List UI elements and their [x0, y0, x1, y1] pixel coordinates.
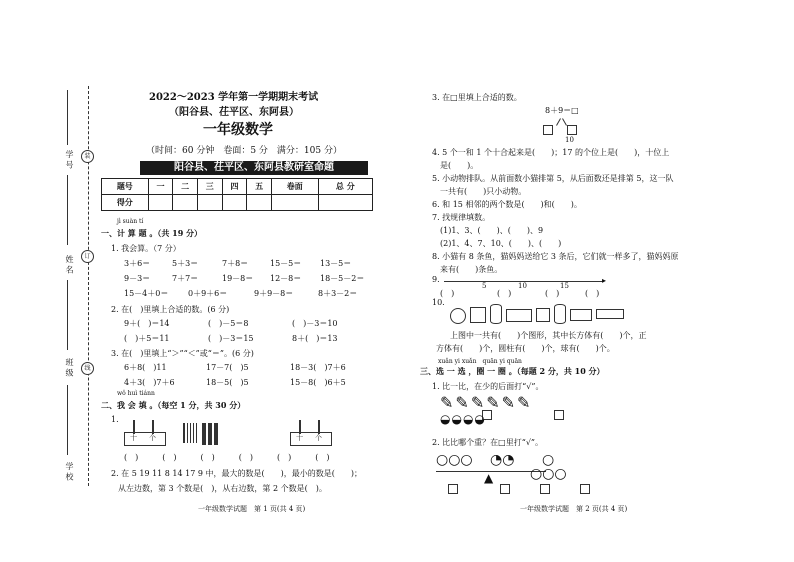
question-5-line2: 一共有( )只小动物。	[440, 187, 527, 196]
side-label-class: 班 级	[65, 358, 74, 377]
section-1-title: 一、计 算 题 。（共 19 分）	[101, 228, 203, 238]
fill-item: 9＋( )＝14	[124, 319, 170, 328]
cylinder-icon	[490, 304, 502, 324]
calc-item: 15－4＋0＝	[124, 289, 169, 298]
side-label-name: 姓 名	[65, 255, 74, 274]
balance-base-icon: ▲	[484, 471, 494, 485]
pinyin: xuǎn yi xuǎn quān yi quān	[438, 358, 522, 365]
answer-blanks: ( ) ( ) ( ) ( ) ( ) ( )	[124, 453, 330, 462]
abacus-label: 个	[315, 434, 322, 442]
number-line-blank: ( )	[545, 289, 560, 298]
stick-icon	[202, 423, 206, 445]
side-rule	[67, 280, 68, 350]
equation: 8＋9＝□	[545, 106, 579, 115]
fill-item: ( )－5＝8	[208, 319, 249, 328]
calc-item: 19－8＝	[222, 274, 254, 283]
question-9: 9.	[432, 275, 440, 284]
score-cell[interactable]	[148, 195, 173, 211]
calc-item: 7＋7＝	[172, 274, 199, 283]
score-header: 题号	[102, 179, 149, 195]
side-label-student-number: 学 号	[65, 150, 74, 169]
question-6: 6. 和 15 相邻的两个数是( )和( )。	[432, 200, 582, 209]
subject-title: 一年级数学	[203, 122, 273, 138]
number-line-label: 15	[560, 282, 569, 290]
radish-row-icon: ◒◒◒◒	[440, 412, 486, 426]
abacus-label: 十	[130, 434, 137, 442]
question-1-1: 1. 我会算。（7 分）	[111, 244, 181, 253]
answer-box[interactable]	[554, 410, 564, 420]
compare-item: 18－5( )5	[206, 378, 249, 387]
apple-group-icon: ○○○	[530, 466, 567, 482]
cube-icon	[470, 307, 486, 323]
number-line-blank: ( )	[497, 289, 512, 298]
question-8: 8. 小猫有 8 条鱼，猫妈妈送给它 3 条后，它们就一样多了，猫妈妈原	[432, 252, 679, 261]
stick-icon	[214, 423, 218, 445]
cube-icon	[536, 308, 550, 322]
question-7: 7. 找规律填数。	[432, 213, 491, 222]
exam-title: 2022～2023 学年第一学期期末考试	[149, 92, 319, 103]
question-10-text-line2: 方体有( )个，圆柱有( )个，球有( )个。	[436, 344, 615, 353]
side-rule	[67, 90, 68, 145]
fill-item: 8＋( )＝13	[292, 334, 338, 343]
exam-counties: （阳谷县、茌平区、东阿县）	[169, 107, 299, 118]
score-table	[101, 178, 373, 211]
cuboid-icon	[570, 309, 592, 321]
calc-item: 13－5＝	[320, 259, 352, 268]
calc-item: 15－5＝	[270, 259, 302, 268]
cuboid-icon	[506, 309, 532, 322]
side-label-school: 学 校	[65, 462, 74, 481]
score-cell[interactable]	[222, 195, 247, 211]
score-header: 一	[148, 179, 173, 195]
cuboid-icon	[596, 309, 624, 319]
compare-item: 4＋3( )7＋6	[124, 378, 175, 387]
question-7-row: (1)1、3、( )、( )、9	[440, 226, 544, 235]
calc-item: 5＋3＝	[172, 259, 199, 268]
score-cell[interactable]	[271, 195, 318, 211]
question-10-text: 上图中一共有( )个图形，其中长方体有( )个，正	[450, 331, 647, 340]
compare-item: 15－8( )6＋5	[290, 378, 346, 387]
score-header: 四	[222, 179, 247, 195]
question-4: 4. 5 个一和 1 个十合起来是( )；17 的个位上是( )，十位上	[432, 148, 670, 157]
exam-info: （时间：60 分钟 卷面：5 分 满分：105 分）	[146, 146, 342, 156]
question-7-row: (2)1、4、7、10、( )、( )	[440, 239, 562, 248]
question-10: 10.	[432, 298, 445, 307]
section-3-title: 三、选 一 选 ，圈 一 圈 。（每题 2 分，共 10 分）	[420, 366, 605, 376]
calc-item: 0＋9＋6＝	[188, 289, 228, 298]
question-4-line2: 是( )。	[440, 161, 479, 170]
calc-item: 12－8＝	[270, 274, 302, 283]
calc-item: 18－5－2＝	[320, 274, 365, 283]
select-question-2: 2. 比比哪个重？在□里打“√”。	[432, 438, 544, 447]
fill-item: ( )＋5＝11	[124, 334, 170, 343]
compare-item: 6＋8( )11	[124, 363, 167, 372]
question-2-2: 2. 在 5 19 11 8 14 17 9 中，最大的数是( )，最小的数是( )；	[111, 469, 362, 478]
question-1-2: 2. 在( )里填上合适的数。(6 分)	[111, 305, 230, 314]
question-2-1: 1.	[111, 415, 119, 424]
arrow-right-icon: ▸	[602, 276, 607, 285]
pinyin: jì suàn tí	[117, 218, 144, 225]
score-header: 卷面	[271, 179, 318, 195]
score-cell[interactable]	[173, 195, 198, 211]
question-3: 3. 在□里填上合适的数。	[432, 93, 522, 102]
score-header: 三	[197, 179, 222, 195]
calc-item: 7＋8＝	[222, 259, 249, 268]
score-header: 五	[247, 179, 272, 195]
calc-item: 9＋9－8＝	[254, 289, 294, 298]
binding-circle: 线	[81, 362, 94, 375]
binding-circle: 装	[81, 150, 94, 163]
abacus-rod	[152, 420, 154, 434]
apple-group-icon: ○○○	[436, 452, 473, 468]
number-ten: 10	[565, 136, 574, 144]
page-footer: 一年级数学试题 第 1 页(共 4 页)	[198, 505, 306, 513]
question-1-3: 3. 在( )里填上“＞”“＜”或“＝”。(6 分)	[111, 349, 254, 358]
answer-box[interactable]	[580, 484, 590, 494]
exam-banner: 阳谷县、茌平区、东阿县教研室命题	[140, 161, 368, 175]
calc-item: 9－3＝	[124, 274, 151, 283]
apple-group-icon: ○	[542, 452, 555, 468]
score-row-label: 得分	[102, 195, 149, 211]
stick-bundle-icon	[183, 423, 197, 443]
answer-box[interactable]	[543, 125, 553, 135]
score-header: 二	[173, 179, 198, 195]
abacus-rod	[133, 420, 135, 434]
score-cell[interactable]	[318, 195, 372, 211]
binding-circle: 订	[81, 250, 94, 263]
section-2-title: 二、我 会 填 。（每空 1 分，共 30 分）	[101, 400, 246, 410]
calc-item: 3＋6＝	[124, 259, 151, 268]
score-cell[interactable]	[247, 195, 272, 211]
carrot-row-icon: ✎✎✎✎✎✎	[440, 393, 533, 412]
page-footer: 一年级数学试题 第 2 页(共 4 页)	[520, 505, 628, 513]
answer-box[interactable]	[567, 125, 577, 135]
compare-item: 17－7( )5	[206, 363, 249, 372]
number-line-blank: ( )	[440, 289, 455, 298]
pinyin: wǒ huì tiánn	[117, 390, 155, 397]
fill-item: ( )－3＝15	[208, 334, 254, 343]
score-header: 总 分	[318, 179, 372, 195]
question-8-line2: 来有( )条鱼。	[440, 265, 503, 274]
abacus-rod	[318, 420, 320, 434]
cylinder-icon	[554, 304, 566, 324]
pear-group-icon: ◔◔	[490, 452, 515, 468]
stick-icon	[208, 423, 212, 445]
binding-line	[88, 86, 89, 486]
side-rule	[67, 385, 68, 455]
split-line	[556, 118, 561, 125]
score-cell[interactable]	[197, 195, 222, 211]
abacus-rod	[299, 420, 301, 434]
calc-item: 8＋3－2＝	[318, 289, 358, 298]
number-line-label: 5	[482, 282, 487, 290]
abacus-label: 十	[296, 434, 303, 442]
answer-box[interactable]	[448, 484, 458, 494]
number-line-label: 10	[518, 282, 527, 290]
side-rule	[67, 175, 68, 245]
answer-box[interactable]	[540, 484, 550, 494]
question-5: 5. 小动物排队。从前面数小猫排第 5，从后面数还是排第 5，这一队	[432, 174, 674, 183]
ball-icon	[450, 308, 466, 324]
compare-item: 18－3( )7＋6	[290, 363, 346, 372]
abacus-label: 个	[149, 434, 156, 442]
number-line-blank: ( )	[585, 289, 600, 298]
answer-box[interactable]	[500, 484, 510, 494]
fill-item: ( )－3＝10	[292, 319, 338, 328]
question-2-2-line2: 从左边数，第 3 个数是( )，从右边数，第 2 个数是( )。	[118, 484, 327, 493]
select-question-1: 1. 比一比，在少的后面打“√”。	[432, 382, 544, 391]
